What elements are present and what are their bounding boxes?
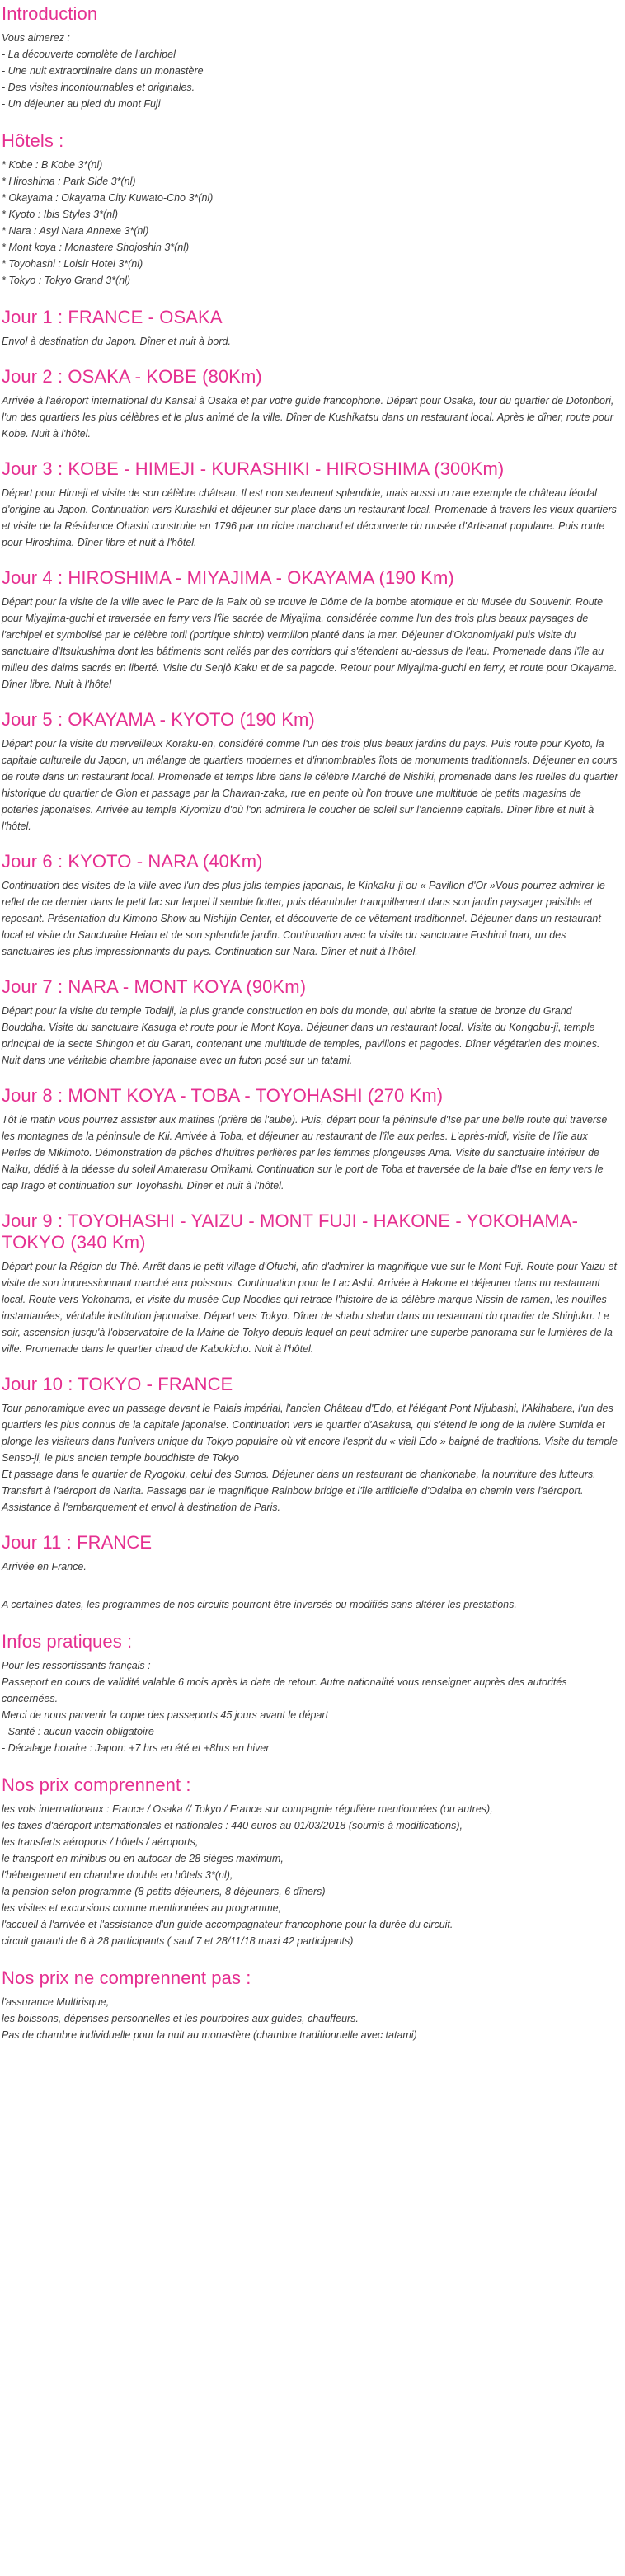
day-description: Départ pour la visite du merveilleux Koraku-en, considéré comme l'un des trois plus beaux jardins du pays. Puis route pour Kyoto, la capitale culturelle du Japon, un mélange de quartiers modernes et d'innombrables îlots de monuments traditionnels. Déjeuner en cours de route dans un restaurant local. Promenade et temps libre dans le célèbre Marché de Nishiki, promenade dans les ruelles du quartier historique du quartier de Gion et passage par la Chawan-zaka, rue en pente où l'on trouve une multitude de petits magasins de poteries japonaises. Arrivée au temple Kiyomizu d'où l'on admirera le coucher de soleil sur l'ancienne capitale. Dîner libre et nuit à l'hôtel. (2, 738, 618, 832)
day-description: Continuation des visites de la ville avec l'un des plus jolis temples japonais, le Kinkaku-ji ou « Pavillon d'Or »Vous pourrez admirer le reflet de ce dernier dans le petit lac sur lequel il semble flotter, puis déambuler tranquillement dans son jardin paysager paisible et reposant. Présentation du Kimono Show au Nishijin Center, et découverte de ce vêtement traditionnel. Déjeuner dans un restaurant local et visite du Sanctuaire Heian et de son splendide jardin. Continuation avec la visite du sanctuaire Fushimi Inari, un des sanctuaires les plus impressionnants du pays. Continuation sur Nara. Dîner et nuit à l'hôtel. (2, 880, 605, 957)
text-line: * Nara : Asyl Nara Annexe 3*(nl) (2, 225, 149, 237)
day-item (2, 564, 618, 693)
intro-title: Introduction (2, 3, 98, 24)
text-line: Vous aimerez : (2, 32, 70, 44)
text-line: la pension selon programme (8 petits déjeuners, 8 déjeuners, 6 dîners) (2, 1886, 326, 1897)
day-description: Arrivée en France. (2, 1561, 87, 1572)
text-line: Pour les ressortissants français : (2, 1660, 151, 1671)
included-title: Nos prix comprennent : (2, 1775, 191, 1795)
text-line: - Des visites incontournables et originales. (2, 82, 195, 93)
day-item (2, 1207, 618, 1357)
text-line: l'hébergement en chambre double en hôtels 3*(nl), (2, 1869, 233, 1881)
text-line: l'accueil à l'arrivée et l'assistance d'un guide accompagnateur francophone pour la durée du circuit. (2, 1919, 453, 1930)
text-line: - La découverte complète de l'archipel (2, 49, 176, 60)
text-line: - Décalage horaire : Japon: +7 hrs en été et +8hrs en hiver (2, 1742, 270, 1754)
intro-lines (2, 30, 618, 112)
day-description: Tour panoramique avec un passage devant le Palais impérial, l'ancien Château d'Edo, et l'élégant Pont Nijubashi, l'Akihabara, l'un des quartiers les plus connus de la capitale japonaise. Continuation vers le quartier d'Asakusa, qui s'étend le long de la rivière Sumida et plonge les visiteurs dans l'univers unique du Tokyo populaire où vit encore l'esprit du « vieil Edo » baigné de traditions. Visite du temple Senso-ji, le plus ancien temple bouddhiste de Tokyo Et passage dans le quartier de Ryogoku, celui des Sumos. Déjeuner dans un restaurant de chankonabe, la nourriture des lutteurs. Transfert à l'aéroport de Narita. Passage par le magnifique Rainbow bridge et l'île artificielle d'Odaiba en chemin vers l'aéroport. Assistance à l'embarquement et envol à destination de Paris. (2, 1403, 618, 1513)
day-item (2, 848, 618, 960)
day-item (2, 1370, 618, 1516)
days-section (2, 303, 618, 1575)
text-line: * Kyoto : Ibis Styles 3*(nl) (2, 209, 119, 220)
day-title: Jour 11 : FRANCE (2, 1532, 153, 1553)
day-item (2, 1082, 618, 1194)
text-line: * Tokyo : Tokyo Grand 3*(nl) (2, 275, 131, 286)
text-line: * Mont koya : Monastere Shojoshin 3*(nl) (2, 242, 190, 253)
day-description: Arrivée à l'aéroport international du Kansai à Osaka et par votre guide francophone. Départ pour Osaka, tour du quartier de Dotonbori, l'un des quartiers les plus célèbres et le plus animé de la ville. Dîner de Kushikatsu dans un restaurant local. Après le dîner, route pour Kobe. Nuit à l'hôtel. (2, 395, 614, 440)
day-description: Départ pour la visite de la ville avec le Parc de la Paix où se trouve le Dôme de la bombe atomique et du Musée du Souvenir. Route pour Miyajima-guchi et traversée en ferry vers l'île sacrée de Miyajima, considérée comme l'un des trois plus beaux paysages de l'archipel et symbolisé par le célèbre torii (portique shinto) vermillon planté dans la mer. Déjeuner d'Okonomiyaki puis visite du sanctuaire d'Itsukushima dont les bâtiments sont reliés par des corridors qui s'étendent au-dessus de l'eau. Promenade dans l'île au milieu des daims sacrés en liberté. Visite du Senjô Kaku et de sa pagode. Retour pour Miyajima-guchi en ferry, et route pour Okayama. Dîner libre. Nuit à l'hôtel (2, 596, 618, 690)
day-description: Départ pour Himeji et visite de son célèbre château. Il est non seulement splendide, mais aussi un rare exemple de château féodal d'origine au Japon. Continuation vers Kurashiki et déjeuner sur place dans un restaurant local. Promenade à travers les vieux quartiers et visite de la Résidence Ohashi construite en 1796 par un riche marchand et découverte du musée d'Artisanat populaire. Puis route pour Hiroshima. Dîner libre et nuit à l'hôtel. (2, 487, 617, 548)
text-line: * Toyohashi : Loisir Hotel 3*(nl) (2, 258, 143, 270)
intro-section (2, 0, 618, 112)
excluded-section (2, 1964, 618, 2043)
text-line: * Kobe : B Kobe 3*(nl) (2, 159, 103, 171)
text-line: les transferts aéroports / hôtels / aéroports, (2, 1836, 199, 1848)
text-line: les visites et excursions comme mentionnées au programme, (2, 1902, 282, 1914)
day-title: Jour 1 : FRANCE - OSAKA (2, 307, 223, 327)
included-lines (2, 1801, 618, 1949)
excluded-title: Nos prix ne comprennent pas : (2, 1967, 251, 1988)
text-line: Merci de nous parvenir la copie des passeports 45 jours avant le départ (2, 1709, 329, 1721)
day-item (2, 1529, 618, 1575)
text-line: l'assurance Multirisque, (2, 1996, 110, 2008)
notice-section (2, 1596, 618, 1613)
included-section (2, 1771, 618, 1949)
text-line: Passeport en cours de validité valable 6 mois après la date de retour. Autre nationalité vous renseigner auprès des autorités concernées. (2, 1676, 567, 1704)
text-line: - Une nuit extraordinaire dans un monastère (2, 65, 204, 77)
day-description: Départ pour la Région du Thé. Arrêt dans le petit village d'Ofuchi, afin d'admirer la magnifique vue sur le Mont Fuji. Route pour Yaizu et visite de son impressionnant marché aux poissons. Continuation pour le Lac Ashi. Arrivée à Hakone et déjeuner dans un restaurant local. Route vers Yokohama, et visite du musée Cup Noodles qui retrace l'histoire de la célèbre marque Nissin de ramen, les nouilles instantanées, véritable institution japonaise. Départ vers Tokyo. Dîner de shabu shabu dans un restaurant du quartier de Shinjuku. Le soir, ascension jusqu'à l'observatoire de la Mairie de Tokyo depuis lequel on peut admirer une superbe panorama sur le lumières de la ville. Promenade dans le quartier chaud de Kabukicho. Nuit à l'hôtel. (2, 1261, 617, 1355)
excluded-lines (2, 1994, 618, 2043)
day-title: Jour 5 : OKAYAMA - KYOTO (190 Km) (2, 709, 315, 730)
text-line: circuit garanti de 6 à 28 participants ( sauf 7 et 28/11/18 maxi 42 participants) (2, 1935, 354, 1947)
text-line: Pas de chambre individuelle pour la nuit au monastère (chambre traditionnelle avec tatami) (2, 2029, 417, 2041)
day-title: Jour 8 : MONT KOYA - TOBA - TOYOHASHI (270 Km) (2, 1085, 444, 1106)
hotels-title: Hôtels : (2, 130, 64, 151)
day-title: Jour 10 : TOKYO - FRANCE (2, 1374, 233, 1394)
day-item (2, 455, 618, 551)
text-line: - Un déjeuner au pied du mont Fuji (2, 98, 161, 110)
day-title: Jour 4 : HIROSHIMA - MIYAJIMA - OKAYAMA (190 Km) (2, 567, 454, 588)
hotels-lines (2, 157, 618, 289)
day-description: Départ pour la visite du temple Todaiji, la plus grande construction en bois du monde, qui abrite la statue de bronze du Grand Bouddha. Visite du sanctuaire Kasuga et route pour le Mont Koya. Déjeuner dans un restaurant local. Visite du Kongobu-ji, temple principal de la secte Shingon et du Garan, contenant une multitude de temples, pavillons et pagodes. Dîner végétarien des moines. Nuit dans une véritable chambre japonaise avec un futon posé sur un tatami. (2, 1005, 600, 1066)
day-title: Jour 2 : OSAKA - KOBE (80Km) (2, 366, 262, 387)
day-item (2, 973, 618, 1069)
day-description: Envol à destination du Japon. Dîner et nuit à bord. (2, 336, 231, 347)
day-title: Jour 6 : KYOTO - NARA (40Km) (2, 851, 263, 872)
text-line: les taxes d'aéroport internationales et nationales : 440 euros au 01/03/2018 (soumis à modifications), (2, 1820, 463, 1831)
day-description: Tôt le matin vous pourrez assister aux matines (prière de l'aube). Puis, départ pour la péninsule d'Ise par une belle route qui traverse les montagnes de la péninsule de Kii. Arrivée à Toba, et déjeuner au restaurant de l'île aux perles. L'après-midi, visite de l'île aux Perles de Mikimoto. Démonstration de pêches d'huîtres perlières par les femmes plongeuses Ama. Visite du sanctuaire intérieur de Naiku, dédié à la déesse du soleil Amaterasu Omikami. Continuation sur le port de Toba et traversée de la baie d'Ise en ferry vers le cap Irago et continuation sur Toyohashi. Dîner et nuit à l'hôtel. (2, 1114, 608, 1192)
text-line: le transport en minibus ou en autocar de 28 sièges maximum, (2, 1853, 284, 1864)
text-line: * Okayama : Okayama City Kuwato-Cho 3*(nl) (2, 192, 214, 204)
day-item (2, 363, 618, 442)
day-title: Jour 7 : NARA - MONT KOYA (90Km) (2, 976, 307, 997)
practical-title: Infos pratiques : (2, 1631, 133, 1652)
text-line: les boissons, dépenses personnelles et les pourboires aux guides, chauffeurs. (2, 2013, 359, 2024)
hotels-section (2, 127, 618, 289)
notice-text: A certaines dates, les programmes de nos circuits pourront être inversés ou modifiés sans altérer les prestations. (2, 1599, 517, 1610)
day-item (2, 303, 618, 350)
day-title: Jour 3 : KOBE - HIMEJI - KURASHIKI - HIROSHIMA (300Km) (2, 458, 505, 479)
practical-lines (2, 1657, 618, 1756)
days-list (2, 303, 618, 1575)
text-line: - Santé : aucun vaccin obligatoire (2, 1726, 154, 1737)
day-title: Jour 9 : TOYOHASHI - YAIZU - MONT FUJI - HAKONE - YOKOHAMA-TOKYO (340 Km) (2, 1210, 579, 1253)
day-item (2, 706, 618, 834)
text-line: * Hiroshima : Park Side 3*(nl) (2, 176, 136, 187)
practical-section (2, 1628, 618, 1756)
text-line: les vols internationaux : France / Osaka // Tokyo / France sur compagnie régulière mentionnées (ou autres), (2, 1803, 493, 1815)
